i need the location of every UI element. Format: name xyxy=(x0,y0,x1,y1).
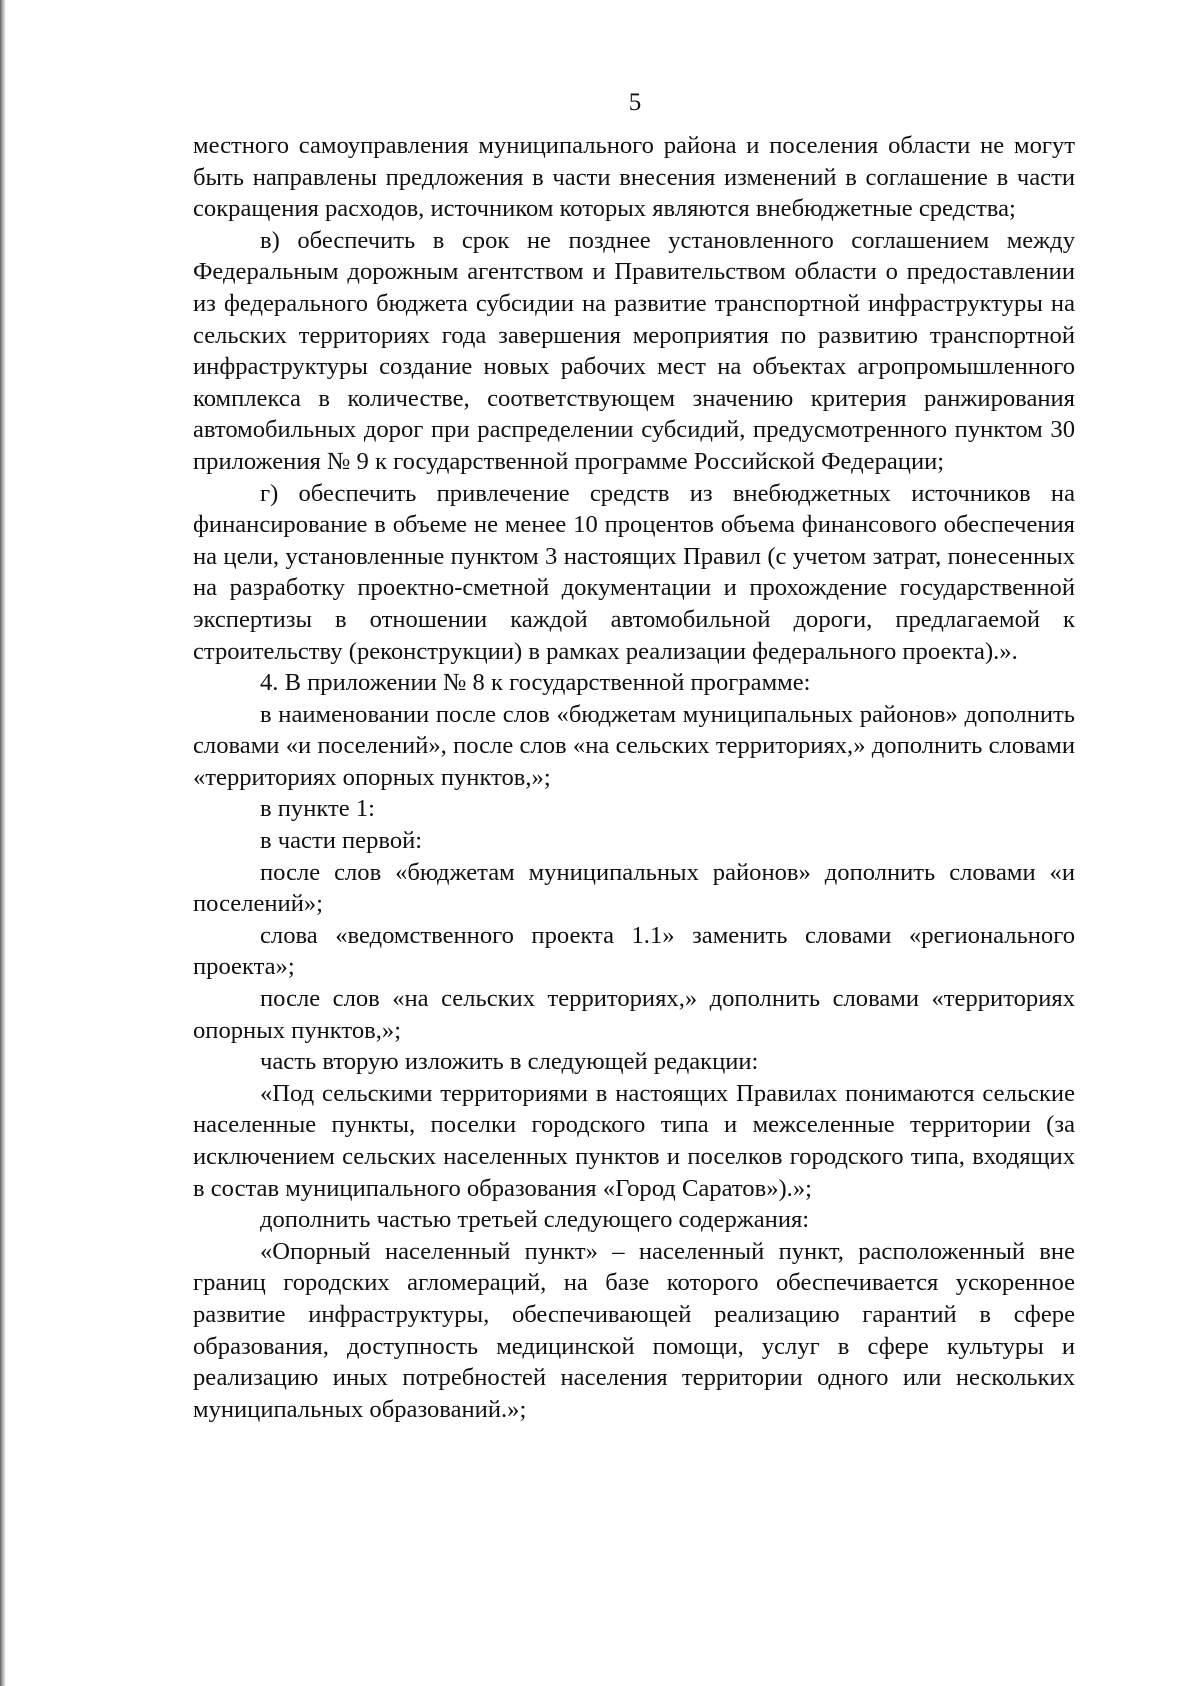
paragraph: в части первой: xyxy=(260,827,423,855)
paragraph: «Под сельскими территориями в настоящих Правилах понимаются сельские населенные пункты, поселки городского типа и межселенные территории (за исключением сельских населенных пунктов и поселков городского типа, входящих в состав муниципального образования «Город Саратов»).»; xyxy=(193,1079,1075,1202)
paragraph: после слов «на сельских территориях,» дополнить словами «территориях опорных пунктов,»; xyxy=(193,985,1075,1044)
document-body xyxy=(193,130,1075,1425)
scan-edge-shadow xyxy=(0,0,6,1686)
paragraph: 4. В приложении № 8 к государственной программе: xyxy=(260,669,811,697)
paragraph: в) обеспечить в срок не позднее установленного соглашением между Федеральным дорожным агентством и Правительством области о предоставлении из федерального бюджета субсидии на развитие транспортной инфраструктуры на сельских территориях года завершения мероприятия по развитию транспортной инфраструктуры создание новых рабочих мест на объектах агропромышленного комплекса в количестве, соответствующем значению критерия ранжирования автомобильных дорог при распределении субсидий, предусмотренного пунктом 30 приложения № 9 к государственной программе Российской Федерации; xyxy=(193,226,1075,475)
paragraph: г) обеспечить привлечение средств из внебюджетных источников на финансирование в объеме не менее 10 процентов объема финансового обеспечения на цели, установленные пунктом 3 настоящих Правил (с учетом затрат, понесенных на разработку проектно-сметной документации и прохождение государственной экспертизы в отношении каждой автомобильной дороги, предлагаемой к строительству (реконструкции) в рамках реализации федерального проекта).». xyxy=(193,479,1075,665)
paragraph: в пункте 1: xyxy=(260,795,375,823)
paragraph: дополнить частью третьей следующего содержания: xyxy=(260,1206,810,1234)
paragraph: «Опорный населенный пункт» – населенный пункт, расположенный вне границ городских агломераций, на базе которого обеспечивается ускоренное развитие инфраструктуры, обеспечивающей реализацию гарантий в сфере образования, доступность медицинской помощи, услуг в сфере культуры и реализацию иных потребностей населения территории одного или нескольких муниципальных образований.»; xyxy=(193,1237,1075,1423)
paragraph: после слов «бюджетам муниципальных районов» дополнить словами «и поселений»; xyxy=(193,858,1075,918)
paragraph: местного самоуправления муниципального района и поселения области не могут быть направлены предложения в части внесения изменений в соглашение в части сокращения расходов, источником которых являются внебюджетные средства; xyxy=(193,132,1075,223)
paragraph: в наименовании после слов «бюджетам муниципальных районов» дополнить словами «и поселений», после слов «на сельских территориях,» дополнить словами «территориях опорных пунктов,»; xyxy=(193,700,1075,791)
paragraph: слова «ведомственного проекта 1.1» заменить словами «регионального проекта»; xyxy=(193,921,1075,981)
paragraph: часть вторую изложить в следующей редакции: xyxy=(260,1048,759,1076)
page-number: 5 xyxy=(628,89,642,116)
